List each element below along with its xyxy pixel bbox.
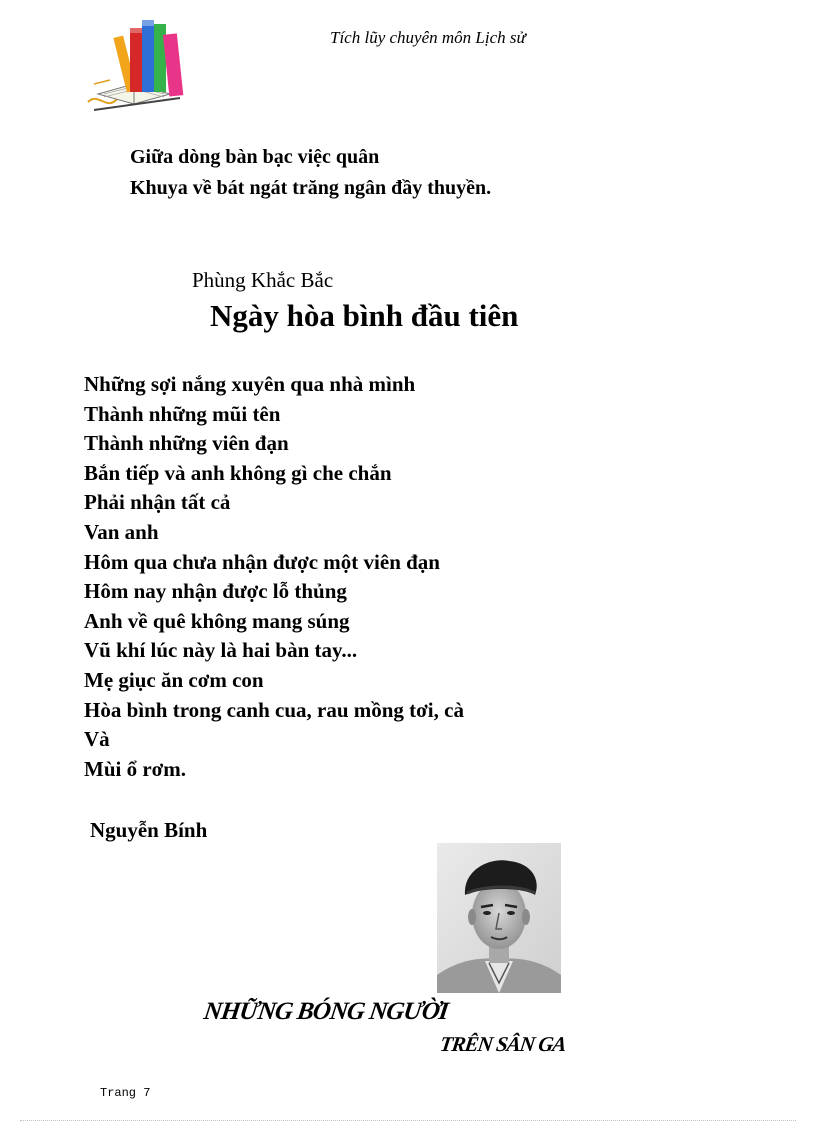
poem-line: Thành những mũi tên <box>84 401 281 426</box>
poem-line: Vũ khí lúc này là hai bàn tay... <box>84 638 358 663</box>
verse-line: Giữa dòng bàn bạc việc quân <box>130 146 380 168</box>
next-section-title-line2: TRÊN SÂN GA <box>438 1032 568 1056</box>
poem-line: Bắn tiếp và anh không gì che chắn <box>84 460 392 485</box>
poem-line: Thành những viên đạn <box>84 431 289 456</box>
header-title: Tích lũy chuyên môn Lịch sử <box>330 28 526 47</box>
poem-title: Ngày hòa bình đầu tiên <box>210 298 519 333</box>
poem-author: Nguyễn Bính <box>90 818 208 842</box>
poem-body <box>84 370 464 784</box>
poem-line: Van anh <box>84 519 159 544</box>
page-number: Trang 7 <box>100 1086 151 1100</box>
verse-author: Phùng Khắc Bắc <box>192 268 334 292</box>
poem-line: Những sợi nắng xuyên qua nhà mình <box>84 372 416 396</box>
verse-line: Khuya về bát ngát trăng ngân đầy thuyền. <box>130 177 492 199</box>
poem-line: Hôm nay nhận được lỗ thủng <box>84 579 347 604</box>
next-section-title-line1: NHỮNG BÓNG NGƯỜI <box>202 998 450 1025</box>
poem-line: Mẹ giục ăn cơm con <box>84 667 264 692</box>
poem-line: Và <box>84 727 110 752</box>
poem-line: Anh về quê không mang súng <box>84 608 350 633</box>
poem-line: Mùi ổ rơm. <box>84 756 187 781</box>
books-icon <box>84 14 208 114</box>
poem-line: Phải nhận tất cả <box>84 490 231 515</box>
poem-line: Hòa bình trong canh cua, rau mồng tơi, cà <box>84 697 464 722</box>
verse-block <box>130 142 491 204</box>
portrait-photo <box>437 843 561 993</box>
poem-line: Hôm qua chưa nhận được một viên đạn <box>84 549 440 574</box>
footer-divider <box>20 1120 796 1121</box>
